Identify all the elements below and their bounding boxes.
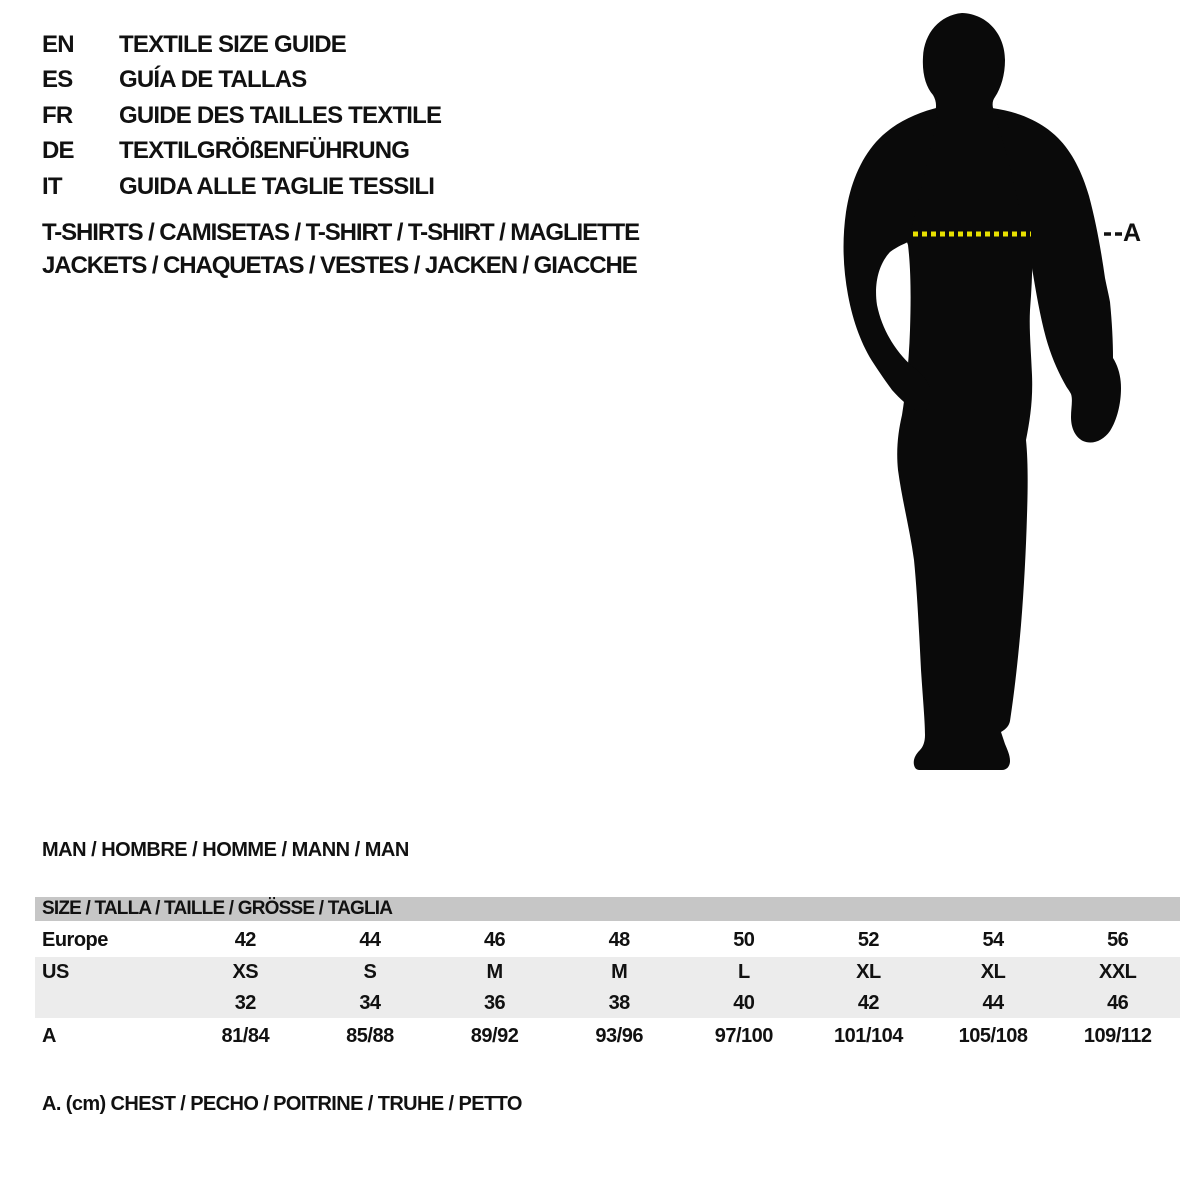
table-cell: 38 — [608, 991, 630, 1014]
table-cell: 50 — [733, 928, 755, 951]
table-row-europe — [35, 923, 1180, 957]
table-cell: 81/84 — [221, 1024, 270, 1047]
table-cell: S — [363, 961, 377, 983]
table-cell: 93/96 — [595, 1024, 643, 1047]
lang-label: TEXTILE SIZE GUIDE — [119, 31, 346, 58]
table-cell: 109/112 — [1083, 1024, 1152, 1047]
table-cell: XL — [980, 961, 1006, 983]
table-cell: L — [737, 961, 750, 983]
size-table — [35, 897, 1180, 1054]
man-silhouette-figure — [820, 0, 1200, 800]
measurement-a-label: A — [1123, 219, 1142, 247]
table-cell: M — [611, 961, 628, 983]
table-cell: 40 — [733, 991, 755, 1014]
table-cell: 46 — [1107, 991, 1129, 1014]
lang-label: GUIDE DES TAILLES TEXTILE — [119, 101, 442, 129]
lang-row-es — [42, 62, 441, 97]
lang-row-de — [42, 133, 441, 168]
language-list — [42, 27, 441, 204]
table-cell: 85/88 — [346, 1024, 394, 1047]
product-line-jackets: JACKETS / CHAQUETAS / VESTES / JACKEN / GIACCHE — [42, 252, 637, 280]
table-cell: 52 — [857, 928, 880, 951]
table-cell: XL — [856, 961, 881, 983]
product-category-lines — [42, 216, 639, 283]
section-title-man: MAN / HOMBRE / HOMME / MANN / MAN — [42, 839, 409, 861]
product-line-tshirts: T-SHIRTS / CAMISETAS / T-SHIRT / T-SHIRT / MAGLIETTE — [42, 219, 640, 246]
man-silhouette-svg — [820, 0, 1200, 800]
table-cell: 56 — [1107, 928, 1129, 951]
table-cell: 42 — [857, 991, 880, 1014]
table-cell: 44 — [359, 928, 381, 951]
table-cell: M — [486, 961, 503, 983]
table-cell: 48 — [608, 928, 630, 951]
table-cell: 97/100 — [714, 1024, 773, 1047]
table-cell: 105/108 — [958, 1024, 1028, 1047]
lang-code: DE — [42, 137, 74, 165]
table-cell: XS — [232, 961, 259, 983]
table-cell: 42 — [234, 928, 256, 951]
measurement-footnote: A. (cm) CHEST / PECHO / POITRINE / TRUHE / PETTO — [42, 1093, 522, 1115]
lang-label: GUIDA ALLE TAGLIE TESSILI — [119, 172, 435, 200]
table-cell: XXL — [1098, 961, 1137, 983]
table-cell: 32 — [234, 991, 256, 1014]
lang-label: TEXTILGRÖßENFÜHRUNG — [119, 137, 410, 165]
table-row-numeric — [35, 988, 1180, 1018]
table-cell: 101/104 — [834, 1024, 903, 1047]
table-cell: 46 — [483, 928, 506, 951]
table-cell: 34 — [359, 991, 381, 1014]
size-table-header: SIZE / TALLA / TAILLE / GRÖSSE / TAGLIA — [35, 897, 1180, 921]
lang-row-fr — [42, 98, 441, 133]
lang-row-it — [42, 169, 441, 204]
lang-code: EN — [42, 31, 74, 58]
lang-row-en — [42, 27, 441, 62]
lang-code: IT — [42, 172, 62, 200]
lang-code: FR — [42, 101, 73, 129]
row-label: A — [42, 1024, 56, 1047]
row-label: US — [42, 961, 69, 983]
table-row-us — [35, 957, 1180, 988]
table-cell: 89/92 — [470, 1024, 519, 1047]
lang-code: ES — [42, 66, 73, 94]
table-cell: 54 — [982, 928, 1004, 951]
row-label: Europe — [42, 928, 108, 951]
lang-label: GUÍA DE TALLAS — [119, 66, 307, 94]
table-cell: 44 — [982, 991, 1004, 1014]
table-cell: 36 — [483, 991, 506, 1014]
table-row-chest-cm — [35, 1018, 1180, 1054]
